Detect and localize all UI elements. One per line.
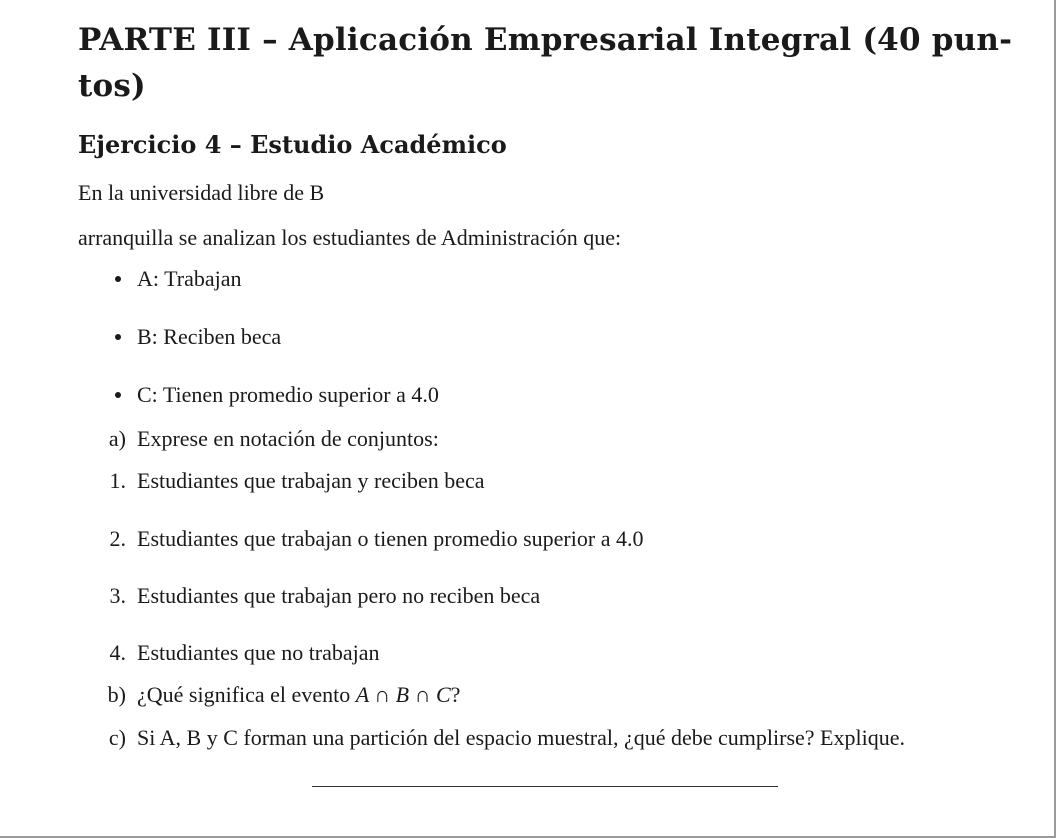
event-expression: A ∩ B ∩ C [355,682,451,707]
part-c-text: Si A, B y C forman una partición del espacio muestral, ¿qué debe cumplirse? Explique. [137,725,905,750]
list-item-number: 4. [109,640,126,665]
list-item: Estudiantes que trabajan o tienen promedio superior a 4.0 [137,526,644,551]
horizontal-divider [312,786,778,787]
part-c-label: c) [108,725,126,750]
section-title-line2: tos) [78,68,146,104]
part-b-question [137,682,460,708]
question-mark: ? [450,682,461,707]
list-item-number: 3. [109,583,126,608]
set-item-b: B: Reciben beca [137,324,282,349]
list-item: Estudiantes que trabajan y reciben beca [137,468,485,493]
list-item: Estudiantes que trabajan pero no reciben beca [137,583,541,608]
part-a-label: a) [108,426,126,451]
bullet-icon [115,392,121,398]
section-title-line1: PARTE III – Aplicación Empresarial Integral (40 pun- [78,22,1013,58]
exercise-title: Ejercicio 4 – Estudio Académico [78,130,507,159]
part-a-text: Exprese en notación de conjuntos: [137,426,439,451]
list-item-number: 1. [109,468,126,493]
bullet-icon [115,334,121,340]
bullet-icon [115,276,121,282]
part-b-text: ¿Qué significa el evento [137,682,356,707]
list-item: Estudiantes que no trabajan [137,640,380,665]
intro-line-2: arranquilla se analizan los estudiantes de Administración que: [78,225,622,250]
set-item-a: A: Trabajan [137,266,242,291]
set-item-c: C: Tienen promedio superior a 4.0 [137,382,439,407]
part-b-label: b) [107,682,126,707]
list-item-number: 2. [109,526,126,551]
intro-line-1: En la universidad libre de B [78,180,325,205]
